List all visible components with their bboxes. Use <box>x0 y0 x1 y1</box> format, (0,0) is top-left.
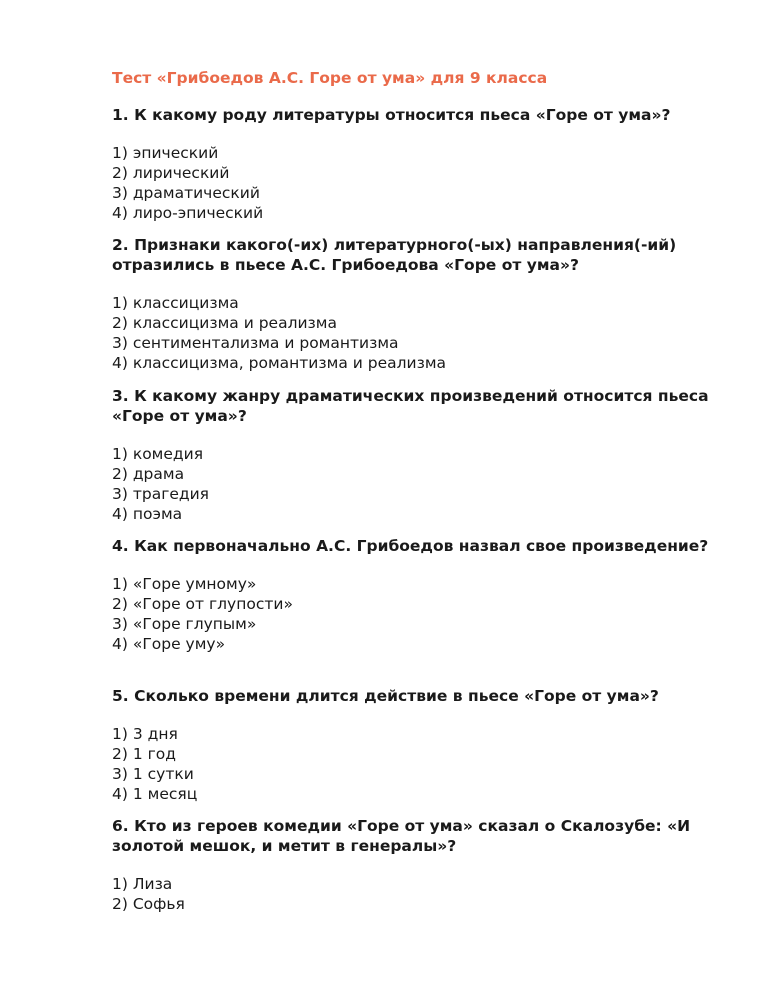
test-title: Тест «Грибоедов А.С. Горе от ума» для 9 класса <box>112 69 548 87</box>
answer-option: 3) «Горе глупым» <box>112 615 257 633</box>
answer-option: 1) классицизма <box>112 294 239 312</box>
answer-option: 4) поэма <box>112 505 183 523</box>
answer-option: 4) классицизма, романтизма и реализма <box>112 354 447 372</box>
question-1 <box>112 105 732 223</box>
answer-option: 4) 1 месяц <box>112 785 198 803</box>
question-text: 1. К какому роду литературы относится пьеса «Горе от ума»? <box>112 106 671 124</box>
question-text: 6. Кто из героев комедии «Горе от ума» сказал о Скалозубе: «И золотой мешок, и метит в генералы»? <box>112 817 691 855</box>
answer-option: 3) 1 сутки <box>112 765 194 783</box>
question-2 <box>112 235 732 373</box>
question-5 <box>112 686 732 804</box>
answer-option: 3) трагедия <box>112 485 209 503</box>
answer-options <box>112 444 732 524</box>
answer-option: 3) драматический <box>112 184 260 202</box>
answer-option: 1) эпический <box>112 144 219 162</box>
answer-option: 2) драма <box>112 465 185 483</box>
answer-option: 4) «Горе уму» <box>112 635 226 653</box>
question-text: 3. К какому жанру драматических произведений относится пьеса «Горе от ума»? <box>112 387 709 425</box>
answer-options <box>112 574 732 654</box>
answer-option: 1) 3 дня <box>112 725 178 743</box>
question-4 <box>112 536 732 654</box>
question-text: 5. Сколько времени длится действие в пьесе «Горе от ума»? <box>112 687 659 705</box>
answer-option: 2) Софья <box>112 895 185 913</box>
answer-option: 2) «Горе от глупости» <box>112 595 293 613</box>
question-text: 2. Признаки какого(-их) литературного(-ых) направления(-ий) отразились в пьесе А.С. Грибоедова «Горе от ума»? <box>112 236 677 274</box>
answer-option: 4) лиро-эпический <box>112 204 264 222</box>
answer-options <box>112 293 732 373</box>
answer-option: 2) классицизма и реализма <box>112 314 337 332</box>
answer-option: 2) лирический <box>112 164 230 182</box>
answer-option: 1) комедия <box>112 445 204 463</box>
question-text: 4. Как первоначально А.С. Грибоедов назвал свое произведение? <box>112 537 709 555</box>
answer-option: 3) сентиментализма и романтизма <box>112 334 399 352</box>
answer-options <box>112 143 732 223</box>
answer-options <box>112 724 732 804</box>
answer-option: 1) «Горе умному» <box>112 575 257 593</box>
question-6 <box>112 816 732 914</box>
answer-options <box>112 874 732 914</box>
question-3 <box>112 386 732 524</box>
answer-option: 1) Лиза <box>112 875 173 893</box>
answer-option: 2) 1 год <box>112 745 176 763</box>
